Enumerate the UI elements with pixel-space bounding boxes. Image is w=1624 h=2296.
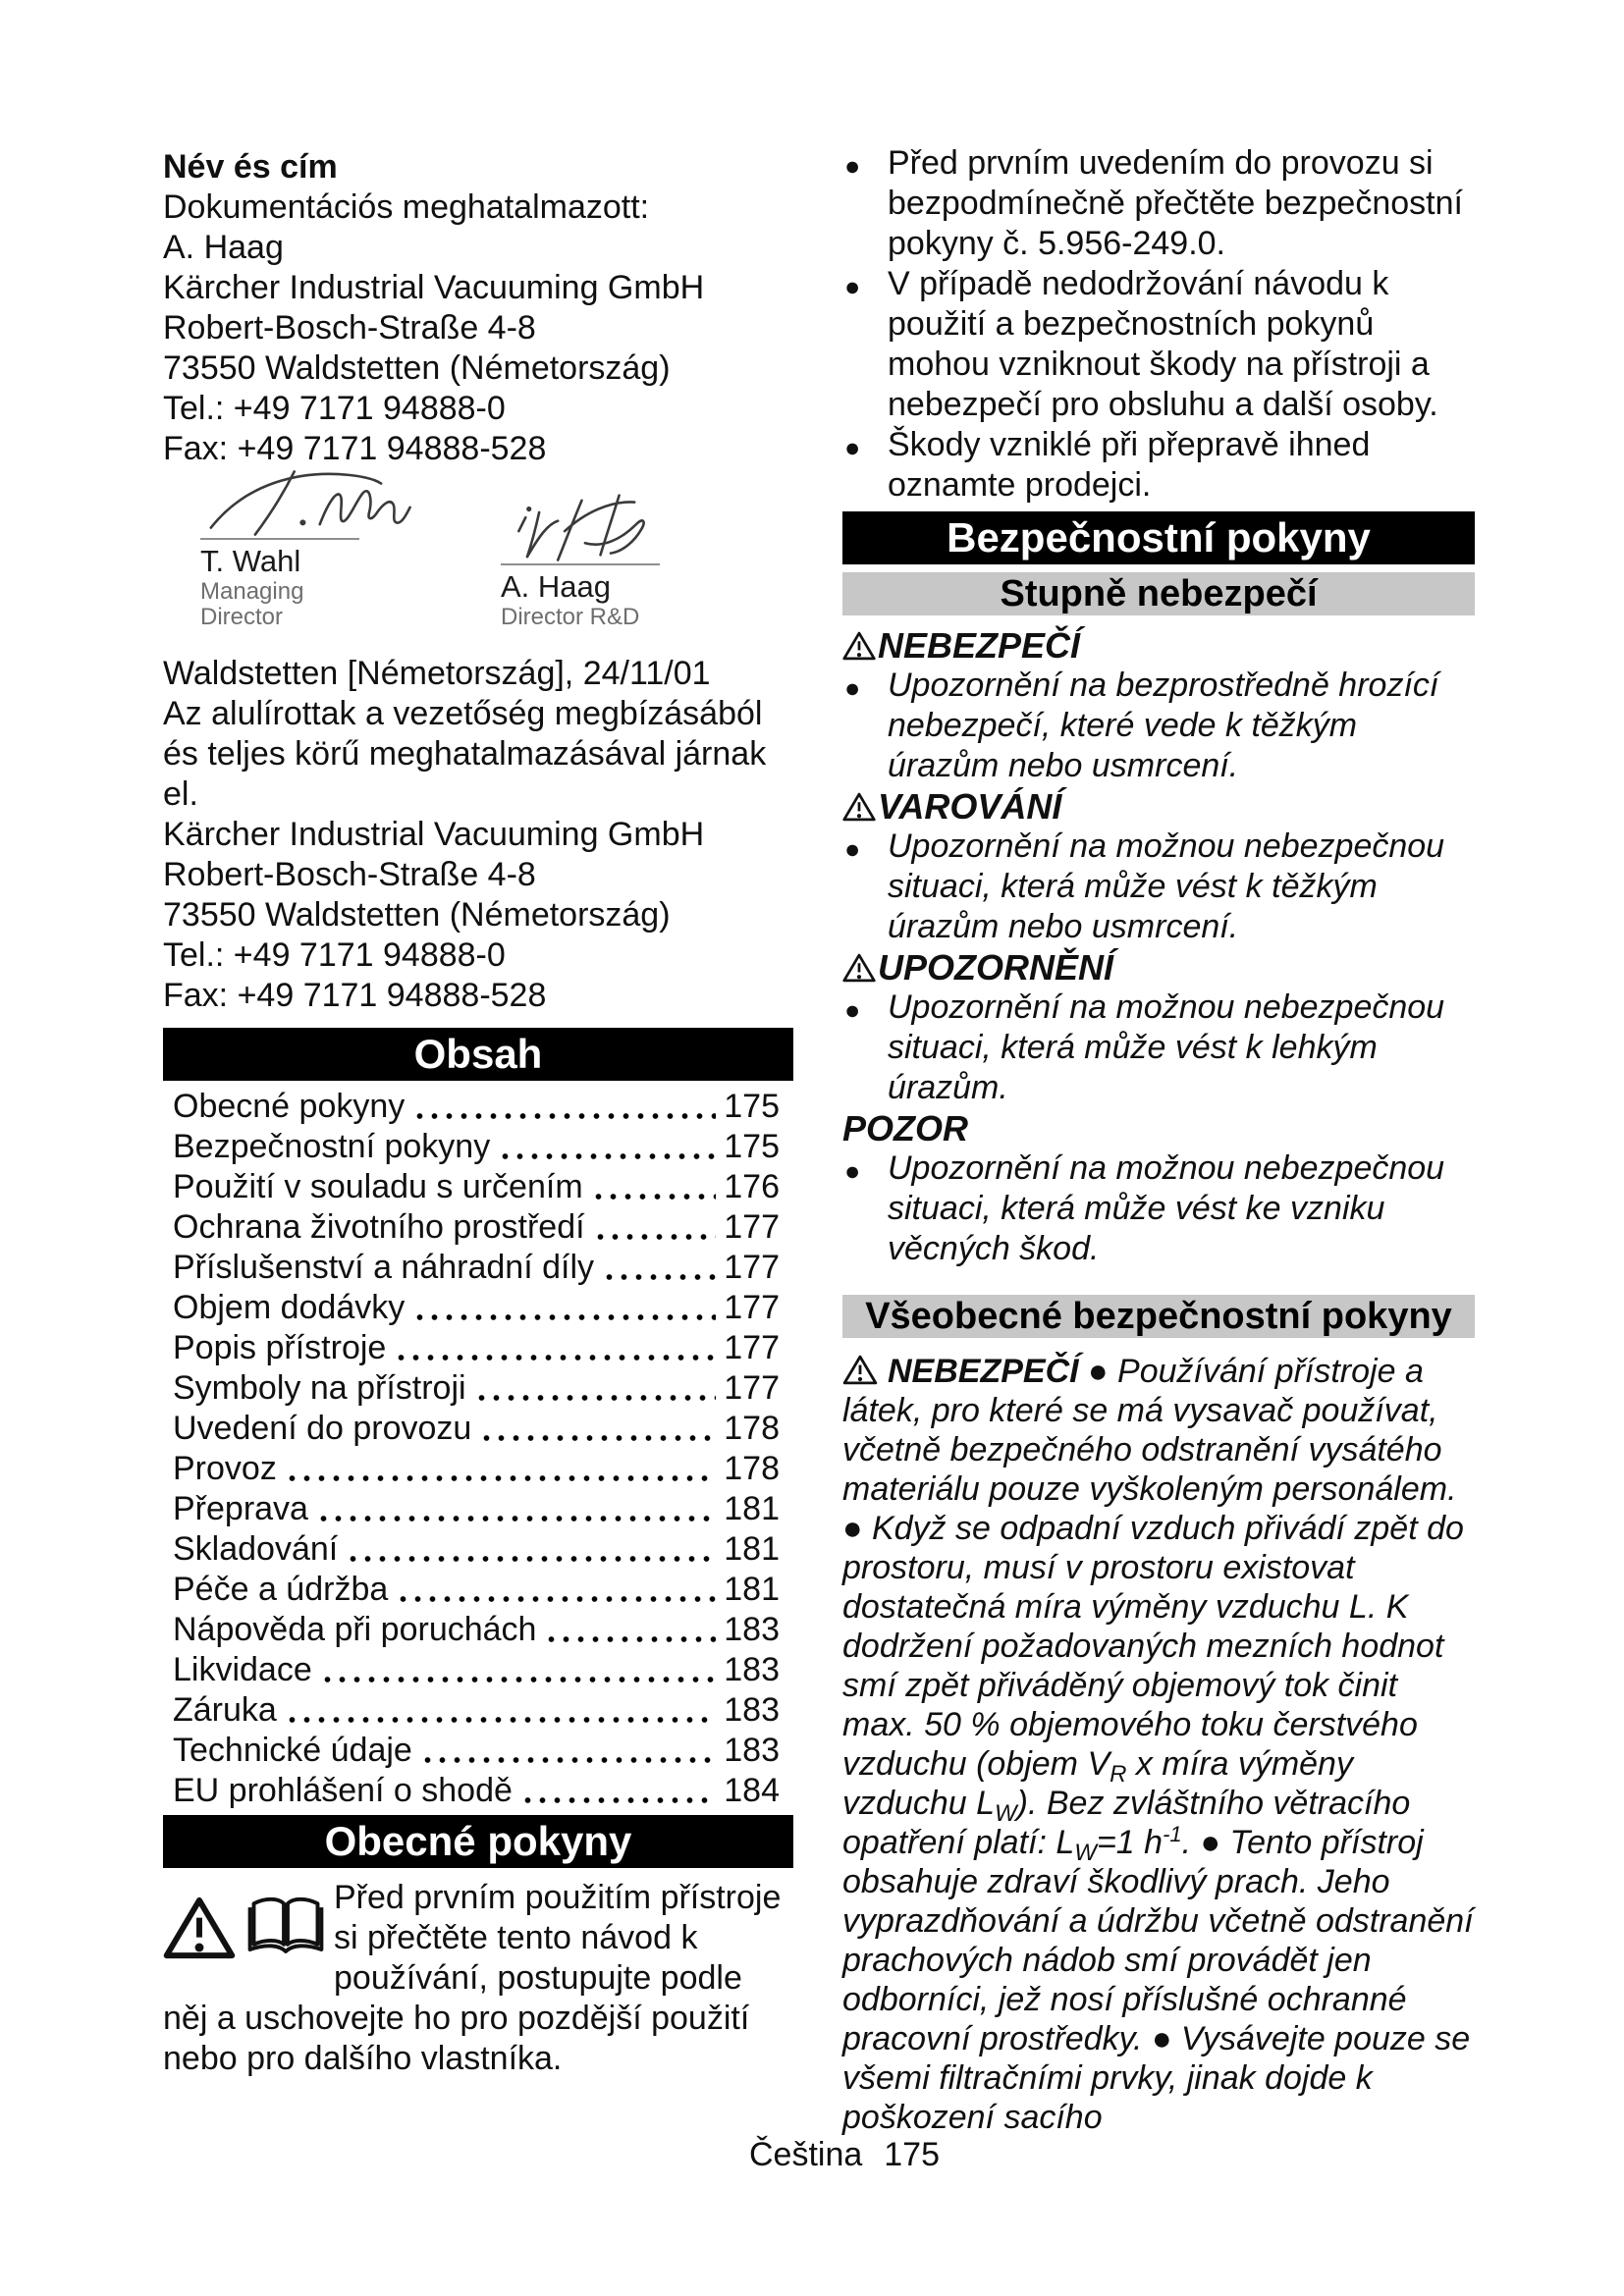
- danger-level-item: [842, 786, 1475, 947]
- danger-level-label-row: [842, 786, 1475, 827]
- toc-entry-page: 181: [724, 1571, 780, 1608]
- danger-level-item: [842, 625, 1475, 786]
- superscript-exponent: -1: [1163, 1822, 1182, 1846]
- toc-entry-label: Použití v souladu s určením: [173, 1168, 583, 1205]
- toc-dot-leader: [285, 1697, 716, 1731]
- authorization-line: Robert-Bosch-Straße 4-8: [163, 856, 536, 893]
- bullet-icon: ●: [844, 1156, 861, 1186]
- toc-entry-label: Ochrana životního prostředí: [173, 1208, 585, 1246]
- toc-entry-page: 184: [724, 1772, 780, 1809]
- general-notes-section-header: Obecné pokyny: [163, 1815, 793, 1868]
- toc-entry: [163, 1489, 793, 1529]
- warning-triangle-icon: [842, 953, 876, 983]
- danger-level-label: UPOZORNĚNÍ: [878, 947, 1114, 988]
- toc-entry-page: 178: [724, 1410, 780, 1447]
- toc-entry-label: Provoz: [173, 1450, 277, 1487]
- toc-entry-page: 175: [724, 1088, 780, 1125]
- list-item: [842, 264, 1475, 425]
- toc-dot-leader: [593, 1214, 717, 1248]
- toc-entry: [163, 1771, 793, 1811]
- signature-a-haag: [501, 487, 660, 630]
- toc-entry: [163, 1248, 793, 1288]
- toc-dot-leader: [396, 1576, 716, 1610]
- toc-entry-page: 175: [724, 1128, 780, 1165]
- toc-dot-leader: [591, 1174, 717, 1207]
- danger-level-item: [842, 1108, 1475, 1269]
- toc-entry-label: Likvidace: [173, 1651, 312, 1688]
- general-notes-text: Před prvním použitím přístroje si přečtěte tento návod k používání, postupujte podle něj a uschovejte ho pro pozdější použití nebo pro dalšího vlastníka.: [163, 1879, 782, 2077]
- toc-entry-page: 177: [724, 1249, 780, 1286]
- toc-entry-label: Obecné pokyny: [173, 1088, 406, 1125]
- toc-entry-page: 183: [724, 1691, 780, 1729]
- general-safety-text: =1 h: [1096, 1824, 1164, 1861]
- intro-bullet-list: [842, 143, 1475, 506]
- toc-entry-page: 183: [724, 1611, 780, 1648]
- toc-dot-leader: [474, 1375, 717, 1409]
- toc-entry-page: 177: [724, 1289, 780, 1326]
- warning-triangle-icon: [842, 631, 876, 661]
- subscript-lw: W: [995, 1800, 1017, 1827]
- list-item-text: V případě nedodržování návodu k použití a bezpečnostních pokynů mohou vzniknout škody na přístroji a nebezpečí pro obsluhu a další osoby.: [888, 265, 1438, 423]
- danger-level-label: NEBEZPEČÍ: [878, 625, 1081, 666]
- toc-entry: [163, 1529, 793, 1570]
- toc-entry-label: Bezpečnostní pokyny: [173, 1128, 491, 1165]
- authorization-line: Tel.: +49 7171 94888-0: [163, 936, 506, 974]
- toc-entry-page: 177: [724, 1329, 780, 1366]
- toc-entry-label: Popis přístroje: [173, 1329, 387, 1366]
- toc-entry-label: Příslušenství a náhradní díly: [173, 1249, 595, 1286]
- general-safety-text: . ● Tento přístroj obsahuje zdraví škodlivý prach. Jeho vyprazdňování a údržbu včetně odstranění prachových nádob smí provádět jen odborníci, jež nosí příslušné ochranné pracovní prostředky. ● Vysávejte pouze se všemi filtračními prvky, jinak dojde k poškození sacího: [842, 1824, 1474, 2136]
- toc-entry-label: Péče a údržba: [173, 1571, 389, 1608]
- toc-dot-leader: [316, 1496, 716, 1529]
- bullet-icon: ●: [844, 834, 861, 864]
- toc-entry: [163, 1570, 793, 1610]
- danger-level-text: [842, 666, 1475, 786]
- danger-level-text: [842, 988, 1475, 1108]
- toc-entry-page: 183: [724, 1651, 780, 1688]
- page-footer: [0, 2136, 1624, 2174]
- table-of-contents: [163, 1087, 793, 1811]
- authorization-line: Az alulírottak a vezetőség megbízásából: [163, 695, 763, 732]
- toc-entry: [163, 1650, 793, 1690]
- signature-t-wahl: [200, 461, 359, 630]
- warning-triangle-icon: [842, 1355, 878, 1385]
- bullet-icon: ●: [844, 995, 861, 1025]
- footer-language: Čeština: [748, 2136, 863, 2173]
- toc-section-header: Obsah: [163, 1028, 793, 1081]
- warning-triangle-icon: [842, 792, 876, 822]
- danger-level-item: [842, 947, 1475, 1108]
- toc-dot-leader: [544, 1617, 716, 1650]
- danger-level-label: VAROVÁNÍ: [878, 786, 1062, 827]
- signature-a-haag-image: [499, 487, 671, 563]
- bullet-icon: ●: [844, 433, 861, 462]
- list-item: [842, 425, 1475, 506]
- general-safety-text: x míra výměny vzduchu L: [842, 1745, 1353, 1822]
- toc-entry: [163, 1087, 793, 1127]
- authorization-line: és teljes körű meghatalmazásával járnak: [163, 735, 767, 773]
- danger-level-description: Upozornění na bezprostředně hrozící nebezpečí, které vede k těžkým úrazům nebo usmrcení.: [888, 667, 1439, 784]
- contact-line: Fax: +49 7171 94888-528: [163, 430, 547, 467]
- toc-entry-label: Skladování: [173, 1530, 339, 1568]
- toc-entry: [163, 1288, 793, 1328]
- danger-level-text: [842, 827, 1475, 947]
- toc-entry: [163, 1449, 793, 1489]
- toc-entry-label: Nápověda při poruchách: [173, 1611, 537, 1648]
- contact-line: A. Haag: [163, 229, 284, 266]
- toc-entry-page: 181: [724, 1490, 780, 1527]
- general-notes-icons: [163, 1878, 324, 1960]
- toc-entry: [163, 1207, 793, 1248]
- toc-entry: [163, 1368, 793, 1409]
- general-notes-paragraph: [163, 1878, 793, 2079]
- toc-entry-page: 183: [724, 1732, 780, 1769]
- toc-entry: [163, 1610, 793, 1650]
- toc-entry: [163, 1328, 793, 1368]
- contact-heading: Név és cím: [163, 148, 338, 186]
- contact-line: Tel.: +49 7171 94888-0: [163, 390, 506, 427]
- toc-entry-label: Symboly na přístroji: [173, 1369, 466, 1407]
- authorization-line: el.: [163, 775, 198, 813]
- toc-dot-leader: [412, 1094, 716, 1127]
- signatory-name: A. Haag: [501, 569, 612, 604]
- contact-line: Dokumentációs meghatalmazott:: [163, 188, 650, 226]
- right-column: [842, 143, 1475, 2137]
- toc-entry-page: 181: [724, 1530, 780, 1568]
- footer-page-number: 175: [884, 2136, 940, 2173]
- danger-level-label: POZOR: [842, 1108, 969, 1148]
- danger-level-label: NEBEZPEČÍ: [888, 1353, 1079, 1390]
- danger-level-list: [842, 625, 1475, 1269]
- contact-line: 73550 Waldstetten (Németország): [163, 349, 671, 387]
- subscript-lw: W: [1074, 1840, 1097, 1866]
- toc-entry: [163, 1409, 793, 1449]
- toc-dot-leader: [412, 1295, 716, 1328]
- danger-levels-header: Stupně nebezpečí: [842, 572, 1475, 615]
- contact-block: [163, 147, 793, 469]
- bullet-icon: ●: [844, 272, 861, 301]
- danger-level-description: Upozornění na možnou nebezpečnou situaci, která může vést ke vzniku věcných škod.: [888, 1149, 1445, 1267]
- subscript-vr: R: [1110, 1761, 1127, 1788]
- general-safety-header: Všeobecné bezpečnostní pokyny: [842, 1295, 1475, 1338]
- bullet-icon: ●: [844, 673, 861, 703]
- bullet-icon: ●: [844, 151, 861, 181]
- signatory-title: Director R&D: [501, 604, 640, 630]
- authorization-block: [163, 654, 793, 1016]
- toc-entry: [163, 1731, 793, 1771]
- toc-dot-leader: [346, 1536, 716, 1570]
- toc-entry-label: Záruka: [173, 1691, 277, 1729]
- toc-entry-label: EU prohlášení o shodě: [173, 1772, 513, 1809]
- toc-dot-leader: [285, 1456, 716, 1489]
- signature-block: [200, 479, 793, 630]
- toc-entry-label: Uvedení do provozu: [173, 1410, 472, 1447]
- signature-t-wahl-image: [183, 461, 428, 538]
- contact-line: Kärcher Industrial Vacuuming GmbH: [163, 269, 705, 306]
- authorization-line: Kärcher Industrial Vacuuming GmbH: [163, 816, 705, 853]
- list-item: [842, 143, 1475, 264]
- toc-dot-leader: [520, 1778, 716, 1811]
- general-safety-text: ● Používání přístroje a látek, pro které se má vysavač používat, včetně bezpečného odstranění vysátého materiálu pouze vyškoleným personálem. ● Když se odpadní vzduch přivádí zpět do prostoru, musí v prostoru existovat dostatečná míra výměny vzduchu L. K dodržení požadovaných mezních hodnot smí zpět přiváděný objemový tok činit max. 50 % objemového toku čerstvého vzduchu (objem V: [842, 1353, 1464, 1783]
- danger-level-label-row: [842, 625, 1475, 666]
- toc-dot-leader: [394, 1335, 716, 1368]
- toc-dot-leader: [479, 1415, 716, 1449]
- toc-entry-label: Technické údaje: [173, 1732, 412, 1769]
- toc-entry-label: Objem dodávky: [173, 1289, 406, 1326]
- signatory-name: T. Wahl: [200, 544, 301, 578]
- list-item-text: Škody vzniklé při přepravě ihned oznamte prodejci.: [888, 426, 1371, 504]
- toc-entry-label: Přeprava: [173, 1490, 308, 1527]
- safety-section-header: Bezpečnostní pokyny: [842, 511, 1475, 564]
- toc-entry-page: 177: [724, 1369, 780, 1407]
- toc-entry: [163, 1690, 793, 1731]
- authorization-line: Waldstetten [Németország], 24/11/01: [163, 655, 711, 692]
- warning-triangle-icon: [163, 1896, 236, 1960]
- danger-level-label-row: [842, 947, 1475, 988]
- toc-dot-leader: [498, 1134, 716, 1167]
- toc-entry-page: 176: [724, 1168, 780, 1205]
- toc-entry-page: 178: [724, 1450, 780, 1487]
- signatory-title: Managing Director: [200, 578, 304, 630]
- danger-level-label-row: [842, 1108, 1475, 1148]
- toc-entry: [163, 1127, 793, 1167]
- open-book-icon: [247, 1890, 324, 1960]
- authorization-line: 73550 Waldstetten (Németország): [163, 896, 671, 934]
- danger-level-description: Upozornění na možnou nebezpečnou situaci, která může vést k těžkým úrazům nebo usmrcení.: [888, 828, 1445, 945]
- general-safety-text: ). Bez zvláštního větracího opatření platí: L: [842, 1785, 1411, 1861]
- toc-dot-leader: [420, 1737, 716, 1771]
- toc-entry: [163, 1167, 793, 1207]
- danger-level-text: [842, 1148, 1475, 1269]
- list-item-text: Před prvním uvedením do provozu si bezpodmínečně přečtěte bezpečnostní pokyny č. 5.956-249.0.: [888, 144, 1463, 262]
- general-safety-paragraph: [842, 1352, 1475, 2137]
- signature-rule: [200, 538, 359, 540]
- toc-entry-page: 177: [724, 1208, 780, 1246]
- contact-line: Robert-Bosch-Straße 4-8: [163, 309, 536, 347]
- authorization-line: Fax: +49 7171 94888-528: [163, 977, 547, 1014]
- danger-level-description: Upozornění na možnou nebezpečnou situaci, která může vést k lehkým úrazům.: [888, 988, 1445, 1106]
- toc-dot-leader: [320, 1657, 717, 1690]
- toc-dot-leader: [602, 1255, 716, 1288]
- left-column: [163, 147, 793, 2079]
- signature-rule: [501, 563, 660, 565]
